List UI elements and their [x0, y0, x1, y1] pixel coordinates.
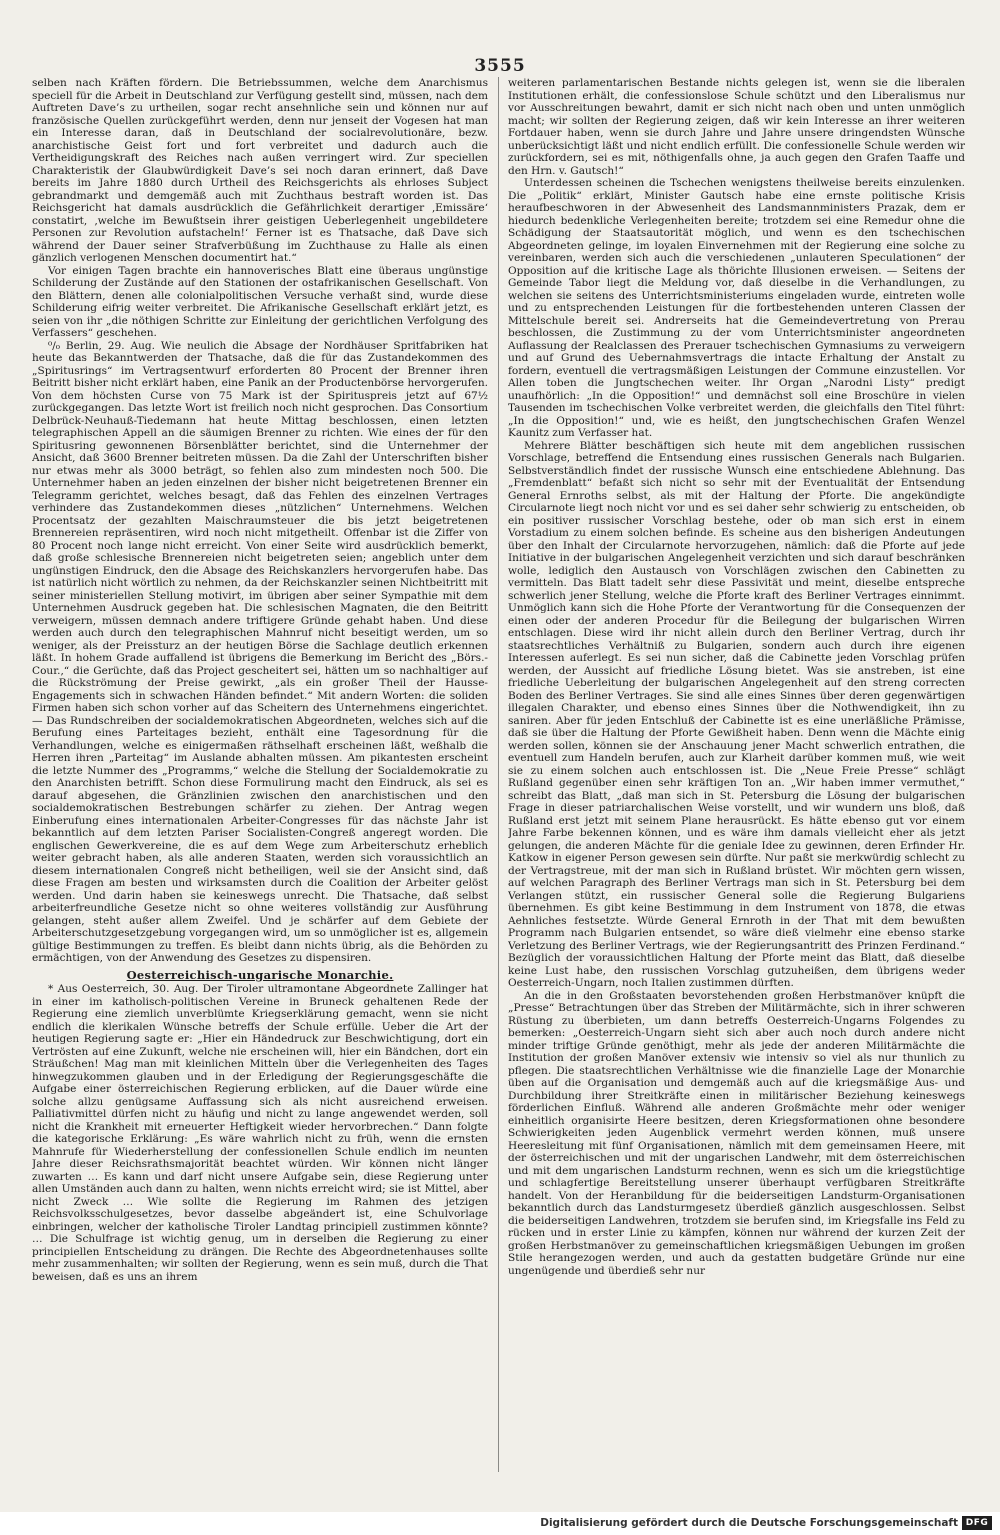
right-paragraph-continuation: weiteren parlamentarischen Bestande nichts gelegen ist, wenn sie die liberalen Institutionen erhält, die confessionslose Schule schützt und den Liberalismus nur vor Ausschreitungen bewahrt, damit er sich nicht nach oben und unten unmöglich macht; wir sollten der Regierung zeigen, daß wir kein Interesse an ihrer weiteren Fortdauer haben, wenn sie durch Jahre und Jahre unsere dringendsten Wünsche unberücksichtigt läßt und nicht endlich erfüllt. Die confessionelle Schule werden wir zurückfordern, sei es mit, nöthigenfalls ohne, ja auch gegen den Grafen Taaffe und den Hrn. v. Gautsch!“: [508, 77, 965, 177]
right-paragraph-russian-proposal: Mehrere Blätter beschäftigen sich heute mit dem angeblichen russischen Vorschlage, betreffend die Entsendung eines russischen Generals nach Bulgarien. Selbstverständlich findet der russische Wunsch eine entschiedene Ablehnung. Das „Fremdenblatt“ befaßt sich nicht so sehr mit der Eventualität der Entsendung General Ernroths selbst, als mit der Haltung der Pforte. Die angekündigte Circularnote liegt noch nicht vor und es sei daher sehr schwierig zu entscheiden, ob ein positiver russischer Vorschlag bestehe, oder ob man sich erst in einem Vorstadium zu einem solchen befinde. Es scheine aus den bisherigen Andeutungen über den Inhalt der Circularnote hervorzugehen, nämlich: daß die Pforte auf jede Initiative in der bulgarischen Angelegenheit verzichten und sich darauf beschränken wolle, lediglich den Austausch von Vorschlägen zwischen den Cabinetten zu vermitteln. Das Blatt tadelt sehr diese Passivität und meint, dieselbe entspreche schwerlich jener Stellung, welche die Pforte kraft des Berliner Vertrages einnimmt. Unmöglich kann sich die Hohe Pforte der Verantwortung für die Consequenzen der einen oder der anderen Procedur für die Beilegung der bulgarischen Wirren entschlagen. Diese wird ihr nicht allein durch den Berliner Vertrag, durch ihr staatsrechtliches Verhältniß zu Bulgarien, sondern auch durch ihre eigenen Interessen auferlegt. Es sei nun sicher, daß die Cabinette jeden Vorschlag prüfen werden, der Aussicht auf friedliche Lösung bietet. Was sie anstreben, ist eine friedliche Ueberleitung der bulgarischen Angelegenheit auf den streng correcten Boden des Berliner Vertrages. Sie sind alle eines Sinnes über deren gegenwärtigen illegalen Charakter, und ebenso eines Sinnes über die Nothwendigkeit, ihn zu saniren. Aber für jeden Entschluß der Cabinette ist es eine unerläßliche Prämisse, daß sie über die Haltung der Pforte Gewißheit haben. Denn wenn die Mächte einig werden sollen, können sie der Anschauung jener Macht schwerlich entrathen, die eventuell zum Handeln berufen, auch zur Klarheit darüber kommen muß, wie weit sie zu einem solchen auch entschlossen ist. Die „Neue Freie Presse“ schlägt Rußland gegenüber einen sehr kräftigen Ton an. „Wir haben immer vermuthet,“ schreibt das Blatt, „daß man sich in St. Petersburg die Lösung der bulgarischen Frage in dieser patriarchalischen Weise vorstellt, und wir wundern uns bloß, daß Rußland erst jetzt mit seinem Plane herausrückt. Es hätte ebenso gut vor einem Jahre Farbe bekennen können, und es wäre ihm damals vielleicht eher als jetzt gelungen, die anderen Mächte für die geniale Idee zu gewinnen, deren Erfinder Hr. Katkow in eigener Person gewesen sein dürfte. Nur paßt sie merkwürdig schlecht zu der Vertragstreue, mit der man sich in Rußland brüstet. Wir möchten gern wissen, auf welchen Paragraph des Berliner Vertrags man sich in St. Petersburg bei dem Verlangen stützt, ein russischer General solle die Regierung Bulgariens übernehmen. Es gibt keine Bestimmung in dem Instrument von 1878, die etwas Aehnliches festsetzte. Würde General Ernroth in der That mit dem bewußten Programm nach Bulgarien entsendet, so wäre dieß vielmehr eine ebenso starke Verletzung des Berliner Vertrags, wie der Regierungsantritt des Prinzen Ferdinand.“ Bezüglich der voraussichtlichen Haltung der Pforte meint das Blatt, daß dieselbe keine Lust habe, den russischen Vorschlag gutzuheißen, dem übrigens weder Oesterreich-Ungarn, noch Italien zustimmen dürften.: [508, 439, 965, 989]
column-divider: [498, 77, 499, 1472]
left-paragraph-africa-society: Vor einigen Tagen brachte ein hannoverisches Blatt eine überaus ungünstige Schilderung der Zustände auf den Stationen der ostafrikanischen Gesellschaft. Von den Blättern, denen alle colonialpolitischen Versuche verhaßt sind, wurde diese Schilderung eifrig weiter verbreitet. Die Afrikanische Gesellschaft erklärt jetzt, es seien von ihr „die nöthigen Schritte zur Einleitung der gerichtlichen Verfolgung des Verfassers“ geschehen.: [32, 264, 488, 339]
section-heading-austria-hungary: Oesterreichisch-ungarische Monarchie.: [126, 967, 394, 982]
footer-bar: [0, 1512, 1000, 1535]
right-column: [508, 77, 965, 1487]
left-paragraph-anarchism: selben nach Kräften fördern. Die Betriebssummen, welche dem Anarchismus speciell für die Arbeit in Deutschland zur Verfügung gestellt sind, müssen, nach dem Auftreten Dave’s zu urtheilen, sogar recht ansehnliche sein und können nur auf französische Quellen zurückgeführt werden, denn nur jenseit der Vogesen hat man ein Interesse daran, daß in Deutschland der socialrevolutionäre, bezw. anarchistische Geist fort und fort verbreitet und dadurch auch die Vertheidigungskraft des Reiches nach außen verringert wird. Zur speciellen Charakteristik der Glaubwürdigkeit Dave’s sei noch daran erinnert, daß Dave bereits im Jahre 1880 durch Urtheil des Reichsgerichts als ehrloses Subject gebrandmarkt und demgemäß auch mit Zuchthaus bestraft worden ist. Das Reichsgericht hat damals ausdrücklich die Gefährlichkeit derartiger ‚Emissäre‘ constatirt, ‚welche im Bewußtsein ihrer geistigen Ueberlegenheit ungebildetere Personen zur Revolution aufstacheln!‘ Ferner ist es Thatsache, daß Dave sich während der Dauer seiner Strafverbüßung im Zuchthause zu Halle als einen gänzlich verlogenen Menschen documentirt hat.“: [32, 77, 488, 264]
left-column: [32, 77, 488, 1487]
dfg-logo-icon: DFG: [962, 1516, 992, 1530]
right-paragraph-czechs: Unterdessen scheinen die Tschechen wenigstens theilweise bereits einzulenken. Die „Politik“ erklärt, Minister Gautsch habe eine ernste politische Krisis heraufbeschworen in der Abwesenheit des Landsmannministers Prazak, dem er hiedurch bedenkliche Verlegenheiten bereite; trotzdem sei eine Remedur ohne die Schädigung der Staatsautorität möglich, und wenn es den tschechischen Abgeordneten gelinge, im loyalen Einvernehmen mit der Regierung eine solche zu vereinbaren, werden sich auch die verschiedenen „unlauteren Speculationen“ der Opposition auf die kritische Lage als thörichte Illusionen erweisen. — Seitens der Gemeinde Tabor liegt die Meldung vor, daß dieselbe in die Verhandlungen, zu welchen sie seitens des Unterrichtsministeriums eingeladen wurde, eintreten wolle und zu entsprechenden Leistungen für die fortbestehenden unteren Classen der Mittelschule bereit sei. Andrerseits hat die Gemeindevertretung von Prerau beschlossen, die Zustimmung zu der vom Unterrichtsminister angeordneten Auflassung der Realclassen des Prerauer tschechischen Gymnasiums zu verweigern und auf Grund des Uebernahmsvertrags die intacte Erhaltung der Anstalt zu fordern, eventuell die vertragsmäßigen Leistungen der Commune einzustellen. Vor Allen toben die Jungtschechen weiter. Ihr Organ „Narodni Listy“ predigt unaufhörlich: „In die Opposition!“ und demnächst soll eine Broschüre in vielen Tausenden im tschechischen Volke verbreitet werden, die gleichfalls den Titel führt: „In die Opposition!“ und, wie es heißt, den jungtschechischen Grafen Wenzel Kaunitz zum Verfasser hat.: [508, 177, 965, 439]
left-paragraph-berlin-spirit-ring: ⁰/₀ Berlin, 29. Aug. Wie neulich die Absage der Nordhäuser Spritfabriken hat heute das Bekanntwerden der Thatsache, daß die für das Zustandekommen des „Spiritusrings“ im Vertragsentwurf erforderten 80 Procent der Brenner ihren Beitritt bisher nicht erklärt haben, eine Panik an der Productenbörse hervorgerufen. Von dem höchsten Curse von 75 Mark ist der Spirituspreis jetzt auf 67½ zurückgegangen. Das letzte Wort ist freilich noch nicht gesprochen. Das Consortium Delbrück-Neuhauß-Tiedemann hat heute Mittag beschlossen, einen letzten telegraphischen Appell an die säumigen Brenner zu richten. Wie eines der für den Spiritusring gewonnenen Börsenblätter berichtet, sind die Unternehmer der Ansicht, daß 3600 Brenner beitreten müssen. Da die Zahl der Unterschriften bisher nur etwas mehr als 3000 beträgt, so fehlen also zum mindesten noch 500. Die Unternehmer haben an jeden einzelnen der bisher nicht beigetretenen Brenner ein Telegramm gerichtet, welches besagt, daß das Fehlen des einzelnen Vertrages verhindere das Zustandekommen dieses „nützlichen“ Unternehmens. Welchen Procentsatz der gezahlten Maischraumsteuer die bis jetzt beigetretenen Brennereien repräsentiren, wird noch nicht mitgetheilt. Offenbar ist die Ziffer von 80 Procent noch lange nicht erreicht. Von einer Seite wird ausdrücklich bemerkt, daß große schlesische Brennereien nicht beigetreten seien; angeblich unter dem ungünstigen Eindruck, den die Absage des Reichskanzlers hervorgerufen habe. Das ist natürlich nicht wörtlich zu nehmen, da der Reichskanzler seinen Nichtbeitritt mit seiner ministeriellen Stellung motivirt, im übrigen aber seiner Sympathie mit dem Unternehmen Ausdruck gegeben hat. Die schlesischen Magnaten, die den Beitritt verweigern, müssen demnach andere triftigere Gründe gehabt haben. Und diese werden auch durch den telegraphischen Mahnruf nicht beseitigt werden, um so weniger, als der Preissturz an der heutigen Börse die Sachlage deutlich erkennen läßt. In hohem Grade auffallend ist übrigens die Bemerkung im Bericht des „Börs.-Cour.,“ die Gerüchte, daß das Project gescheitert sei, hätten um so nachhaltiger auf die Rückströmung der Preise gewirkt, „als ein großer Theil der Hausse-Engagements sich in schwachen Händen befindet.“ Mit andern Worten: die soliden Firmen haben sich schon vorher auf das Scheitern des Unternehmens eingerichtet. — Das Rundschreiben der socialdemokratischen Abgeordneten, welches sich auf die Berufung eines Parteitages bezieht, enthält eine Tagesordnung für die Verhandlungen, welche es einigermaßen räthselhaft erscheinen läßt, weßhalb die Herren ihren „Parteitag“ im Auslande abhalten müssen. Am pikantesten erscheint die letzte Nummer des „Programms,“ welche die Stellung der Socialdemokratie zu den Anarchisten betrifft. Schon diese Formulirung macht den Eindruck, als sei es darauf abgesehen, die Gränzlinien zwischen den anarchistischen und den socialdemokratischen Bestrebungen schärfer zu ziehen. Der Antrag wegen Einberufung eines internationalen Arbeiter-Congresses für das nächste Jahr ist bekanntlich auf dem letzten Pariser Socialisten-Congreß angeregt worden. Die englischen Gewerkvereine, die es auf dem Wege zum Arbeiterschutz erheblich weiter gebracht haben, als alle anderen Staaten, werden sich voraussichtlich an diesem internationalen Congreß nicht betheiligen, weil sie der Ansicht sind, daß diese Fragen am besten und wirksamsten durch die Coalition der Arbeiter gelöst werden. Und darin haben sie keineswegs unrecht. Die Thatsache, daß selbst arbeiterfreundliche Gesetze nicht so ohne weiteres vollständig zur Ausführung gelangen, steht außer allem Zweifel. Und je schärfer auf dem Gebiete der Arbeiterschutzgesetzgebung vorgegangen wird, um so unmöglicher ist es, allgemein gültige Bestimmungen zu treffen. Es bleibt dann nichts übrig, als die Behörden zu ermächtigen, von der Anwendung des Gesetzes zu dispensiren.: [32, 339, 488, 964]
right-paragraph-autumn-manoeuvres: An die in den Großstaaten bevorstehenden großen Herbstmanöver knüpft die „Presse“ Betrachtungen über das Streben der Militärmächte, sich in ihrer schweren Rüstung zu überbieten, um dann betreffs Oesterreich-Ungarns Folgendes zu bemerken: „Oesterreich-Ungarn sieht sich aber auch noch durch andere nicht minder triftige Gründe genöthigt, mehr als jede der anderen Militärmächte die Institution der großen Manöver extensiv wie intensiv so viel als nur thunlich zu pflegen. Die staatsrechtlichen Verhältnisse wie die finanzielle Lage der Monarchie üben auf die Organisation und demgemäß auch auf die kriegsmäßige Aus- und Durchbildung ihrer Streitkräfte einen in militärischer Beziehung keineswegs förderlichen Einfluß. Während alle anderen Großmächte mehr oder weniger einheitlich organisirte Heere besitzen, deren Kriegsformationen ohne besondere Schwierigkeiten jeden Augenblick vermehrt werden können, muß unsere Heeresleitung mit fünf Organisationen, nämlich mit dem gemeinsamen Heere, mit der österreichischen und mit der ungarischen Landwehr, mit dem österreichischen und mit dem ungarischen Landsturm rechnen, wenn es sich um die kriegstüchtige und schlagfertige Bereitstellung unserer überhaupt verfügbaren Streitkräfte handelt. Von der Heranbildung für die beiderseitigen Landsturm-Organisationen bekanntlich durch das Landsturmgesetz überdieß gänzlich ausgeschlossen. Selbst die beiderseitigen Landwehren, trotzdem sie berufen sind, im Kriegsfalle ins Feld zu rücken und in erster Linie zu kämpfen, können nur während der kurzen Zeit der großen Herbstmanöver zu gemeinschaftlichen kriegsmäßigen Uebungen im großen Stile herangezogen werden, und auch da gestatten budgetäre Gründe nur eine ungenügende und überdieß sehr nur: [508, 989, 965, 1277]
left-paragraph-austria-tyrol: * Aus Oesterreich, 30. Aug. Der Tiroler ultramontane Abgeordnete Zallinger hat in einer im katholisch-politischen Vereine in Bruneck gehaltenen Rede der Regierung eine ziemlich unverblümte Kriegserklärung gemacht, wenn sie nicht endlich die klerikalen Wünsche betreffs der Schule erfülle. Ueber die Art der heutigen Regierung sagte er: „Hier ein Händedruck zur Beschwichtigung, dort ein Vertrösten auf eine Zukunft, welche nie erscheinen will, hier ein Bändchen, dort ein Sträußchen! Mag man mit kleinlichen Mitteln über die Verlegenheiten des Tages hinwegzukommen glauben und in der Erledigung der Regierungsgeschäfte die Aufgabe einer österreichischen Regierung erblicken, auf die Dauer würde eine solche allzu genügsame Auffassung sich als nicht ausreichend erweisen. Palliativmittel dürfen nicht zu häufig und nicht zu lange angewendet werden, soll nicht die Krankheit mit erneuerter Heftigkeit wieder hervorbrechen.“ Dann folgte die kategorische Erklärung: „Es wäre wahrlich nicht zu früh, wenn die ernsten Mahnrufe für Wiederherstellung der confessionellen Schule endlich im neunten Jahre dieser Reichsrathsmajorität beachtet würden. Wir können nicht länger zuwarten … Es kann und darf nicht unsere Aufgabe sein, diese Regierung unter allen Umständen auch dann zu halten, wenn nichts erreicht wird; sie ist Mittel, aber nicht Zweck … Wie sollte die Regierung im Rahmen des jetzigen Reichsvolksschulgesetzes, bevor dasselbe abgeändert ist, eine Schulvorlage einbringen, welcher der katholische Tiroler Landtag principiell zustimmen könnte? … Die Schulfrage ist wichtig genug, um in derselben die Regierung zu einer principiellen Entscheidung zu drängen. Die Rechte des Abgeordnetenhauses sollte mehr zusammenhalten; wir sollten der Regierung, wenn es sein muß, durch die That beweisen, daß es uns an ihrem: [32, 983, 488, 1283]
footer-funding-note: Digitalisierung gefördert durch die Deutsche Forschungsgemeinschaft: [540, 1517, 958, 1529]
page-number: 3555: [474, 56, 526, 76]
